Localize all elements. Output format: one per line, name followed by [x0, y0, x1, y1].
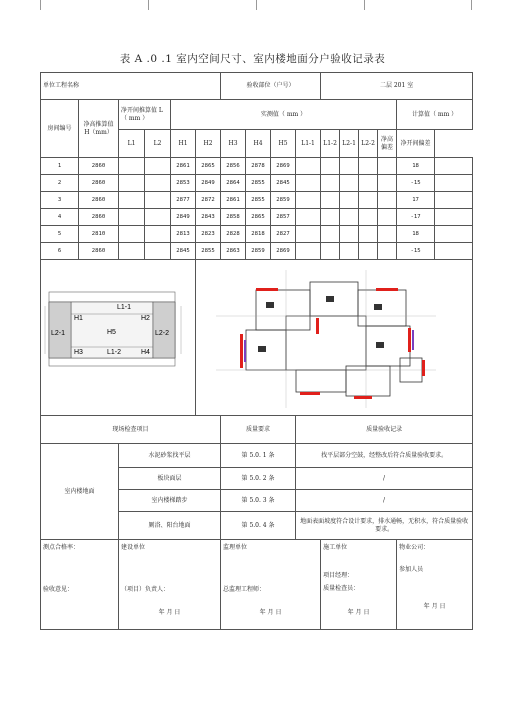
room-no: 2: [41, 175, 79, 192]
fixture-mark: [326, 296, 334, 302]
record-table: [40, 72, 473, 630]
label-H2: H2: [141, 314, 150, 322]
height-calc: 2810: [79, 226, 119, 243]
table-row: [41, 243, 473, 260]
property-person-label: 参加人员: [399, 565, 424, 573]
room-no: 3: [41, 192, 79, 209]
pass-rate-label: 测点合格率：: [43, 544, 80, 551]
inspection-record: /: [296, 468, 473, 490]
height-deviation: 17: [397, 192, 435, 209]
plan-room: [256, 290, 310, 330]
measured-value: 2813: [171, 226, 196, 243]
inspection-req: 第 5.0. 2 条: [221, 468, 296, 490]
room-no: 6: [41, 243, 79, 260]
acceptance-record-sheet: [40, 72, 472, 630]
height-calc: 2860: [79, 158, 119, 175]
window-mark: [412, 330, 414, 350]
supervisor-cell: [221, 540, 321, 630]
measured-value: 2857: [271, 209, 296, 226]
height-calc: 2860: [79, 243, 119, 260]
label-H5: H5: [107, 328, 116, 336]
fixture-mark: [376, 342, 384, 348]
wall-mark: [376, 288, 398, 291]
measured-value: 2869: [271, 243, 296, 260]
quality-req-header: 质量要求: [221, 416, 296, 444]
measured-value: 2856: [221, 158, 246, 175]
measured-value: 2818: [246, 226, 271, 243]
measured-value: 2872: [196, 192, 221, 209]
height-deviation: 18: [397, 226, 435, 243]
col-H4: H4: [246, 130, 271, 158]
label-L1-2: L1-2: [107, 348, 122, 356]
page-crop-marks: [40, 0, 472, 14]
supervisor-date: 年 月 日: [259, 609, 282, 616]
window-mark: [244, 340, 246, 362]
builder-date: 年 月 日: [158, 609, 181, 616]
inspection-row: [41, 444, 473, 468]
measured-value: 2853: [171, 175, 196, 192]
fixture-mark: [266, 302, 274, 308]
height-calc: 2860: [79, 192, 119, 209]
label-H3: H3: [74, 348, 83, 356]
table-row: [41, 175, 473, 192]
location-value: 二层 201 室: [321, 73, 473, 100]
plan-room: [296, 370, 346, 392]
measured-value: 2843: [196, 209, 221, 226]
measured-value: 2865: [246, 209, 271, 226]
inspection-group: 室内楼地面: [41, 444, 119, 540]
wall-mark: [300, 392, 320, 395]
wall-mark: [408, 328, 411, 352]
col-L2: L2: [145, 130, 171, 158]
supervisor-label: 监理单位: [223, 544, 248, 551]
label-L2-2: L2-2: [155, 329, 170, 337]
inspection-item: 水泥砂浆找平层: [119, 444, 221, 468]
inspection-record: 找平层部分空鼓，经整改后符合质量验收要求。: [296, 444, 473, 468]
builder-person-label: （项目）负责人：: [121, 585, 170, 593]
height-calc: 2860: [79, 209, 119, 226]
plan-room: [346, 366, 390, 396]
contractor-qc-label: 质量检查员：: [323, 585, 360, 592]
wall-mark: [240, 334, 243, 368]
measured-value: 2869: [271, 158, 296, 175]
measured-value: 2865: [196, 158, 221, 175]
height-deviation: -15: [397, 175, 435, 192]
inspection-req: 第 5.0. 3 条: [221, 490, 296, 512]
opinion-label: 验收意见：: [43, 585, 74, 593]
measured-value: 2855: [246, 192, 271, 209]
inspection-item-header: 现场检查项目: [41, 416, 221, 444]
measured-value: 2823: [196, 226, 221, 243]
measured-value: 2861: [171, 158, 196, 175]
col-L1-1: L1-1: [296, 130, 321, 158]
supervisor-person-label: 总监理工程师：: [223, 585, 266, 593]
col-L2-1: L2-1: [340, 130, 359, 158]
property-cell: [397, 540, 473, 630]
label-L2-1: L2-1: [51, 329, 66, 337]
measured-header: 实测值（ mm ）: [171, 100, 397, 130]
measured-value: 2878: [246, 158, 271, 175]
measured-value: 2849: [171, 209, 196, 226]
measured-value: 2845: [271, 175, 296, 192]
height-deviation: -15: [397, 243, 435, 260]
height-deviation: -17: [397, 209, 435, 226]
height-calc: 2860: [79, 175, 119, 192]
contractor-date: 年 月 日: [347, 608, 370, 616]
height-calc-header: 净高推算值H（mm）: [79, 100, 119, 158]
col-H2: H2: [196, 130, 221, 158]
col-H3: H3: [221, 130, 246, 158]
fixture-mark: [374, 304, 382, 310]
measured-value: 2859: [246, 243, 271, 260]
measured-value: 2858: [221, 209, 246, 226]
builder-cell: [119, 540, 221, 630]
inspection-record: /: [296, 490, 473, 512]
pass-rate-cell: [41, 540, 119, 630]
plan-room: [366, 326, 410, 366]
room-no: 1: [41, 158, 79, 175]
builder-label: 建设单位: [121, 544, 146, 551]
width-dev-header: 净开间偏差: [397, 130, 435, 158]
measured-value: 2859: [271, 192, 296, 209]
measured-value: 2845: [171, 243, 196, 260]
width-calc-header: 净开间推算值 L （ mm ）: [119, 100, 171, 130]
measured-value: 2828: [221, 226, 246, 243]
label-H1: H1: [74, 314, 83, 322]
plan-room: [286, 316, 366, 370]
contractor-pm-label: 项目经理：: [323, 571, 354, 579]
signoff-row: [41, 540, 473, 630]
wall-mark: [354, 396, 372, 399]
floor-plan-drawing: [196, 260, 473, 416]
quality-record-header: 质量验收记录: [296, 416, 473, 444]
table-row: [41, 158, 473, 175]
table-row: [41, 226, 473, 243]
col-L2-2: L2-2: [359, 130, 378, 158]
room-point-sketch: [41, 262, 196, 414]
fixture-mark: [258, 346, 266, 352]
calc-header: 计算值（ mm ）: [397, 100, 473, 130]
inspection-item: 厕浴、阳台地面: [119, 512, 221, 540]
location-label: 验收部位（户号）: [221, 73, 321, 100]
wall-mark: [422, 360, 425, 376]
inspection-req: 第 5.0. 1 条: [221, 444, 296, 468]
room-no-header: 房间编号: [41, 100, 79, 158]
room-no: 4: [41, 209, 79, 226]
measured-value: 2849: [196, 175, 221, 192]
inspection-record: 地面表面坡度符合设计要求，排水通畅，无积水，符合质量验收要求。: [296, 512, 473, 540]
col-H5: H5: [271, 130, 296, 158]
inspection-item: 室内楼梯踏步: [119, 490, 221, 512]
col-L1: L1: [119, 130, 145, 158]
table-row: [41, 209, 473, 226]
measured-value: 2861: [221, 192, 246, 209]
measured-value: 2864: [221, 175, 246, 192]
label-H4: H4: [141, 348, 150, 356]
measured-value: 2877: [171, 192, 196, 209]
height-deviation: 18: [397, 158, 435, 175]
inspection-item: 板块面层: [119, 468, 221, 490]
height-dev-header: 净高偏差: [378, 130, 397, 158]
measured-value: 2827: [271, 226, 296, 243]
col-H1: H1: [171, 130, 196, 158]
room-no: 5: [41, 226, 79, 243]
wall-mark: [256, 288, 278, 291]
col-L1-2: L1-2: [321, 130, 340, 158]
measured-value: 2863: [221, 243, 246, 260]
wall-mark: [316, 318, 319, 334]
contractor-cell: [321, 540, 397, 630]
property-label: 物业公司：: [399, 544, 430, 551]
page-title: 表 A .0 .1 室内空间尺寸、室内楼地面分户验收记录表: [119, 53, 386, 65]
property-date: 年 月 日: [423, 603, 446, 610]
project-name-label: 单位工程名称: [41, 73, 221, 100]
measured-value: 2855: [246, 175, 271, 192]
inspection-req: 第 5.0. 4 条: [221, 512, 296, 540]
measurement-point-diagram: [41, 260, 196, 416]
floor-plan-svg: [196, 262, 458, 414]
contractor-label: 施工单位: [323, 544, 348, 551]
measured-value: 2855: [196, 243, 221, 260]
label-L1-1: L1-1: [117, 303, 132, 311]
table-row: [41, 192, 473, 209]
